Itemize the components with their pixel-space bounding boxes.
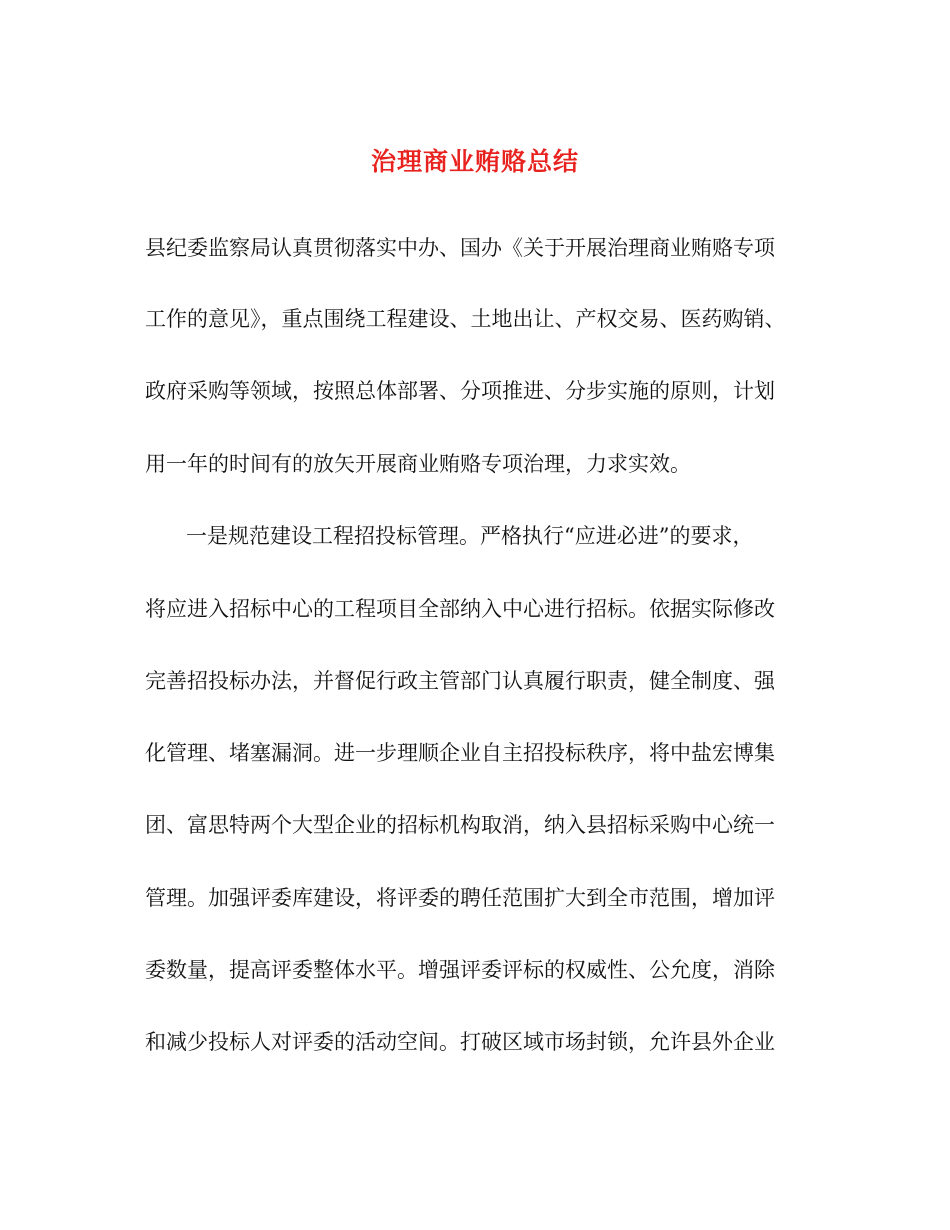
body-line-7: 完善招投标办法，并督促行政主管部门认真履行职责，健全制度、强 [145,669,775,693]
body-line-5: 一是规范建设工程招投标管理。严格执行“应进必进”的要求， [186,524,754,548]
body-line-12: 和减少投标人对评委的活动空间。打破区域市场封锁，允许县外企业 [145,1030,775,1054]
body-line-3: 政府采购等领域，按照总体部署、分项推进、分步实施的原则，计划 [145,379,775,403]
body-line-11: 委数量，提高评委整体水平。增强评委评标的权威性、公允度，消除 [145,958,775,982]
body-line-6: 将应进入招标中心的工程项目全部纳入中心进行招标。依据实际修改 [145,597,775,621]
body-line-4: 用一年的时间有的放矢开展商业贿赂专项治理，力求实效。 [145,452,691,476]
body-line-9: 团、富思特两个大型企业的招标机构取消，纳入县招标采购中心统一 [145,813,775,837]
body-line-8: 化管理、堵塞漏洞。进一步理顺企业自主招投标秩序，将中盐宏博集 [145,741,775,765]
body-line-1: 县纪委监察局认真贯彻落实中办、国办《关于开展治理商业贿赂专项 [145,236,775,260]
body-line-10: 管理。加强评委库建设，将评委的聘任范围扩大到全市范围，增加评 [145,886,775,910]
body-line-2: 工作的意见》，重点围绕工程建设、土地出让、产权交易、医药购销、 [145,307,786,331]
document-title: 治理商业贿赂总结 [370,147,579,176]
